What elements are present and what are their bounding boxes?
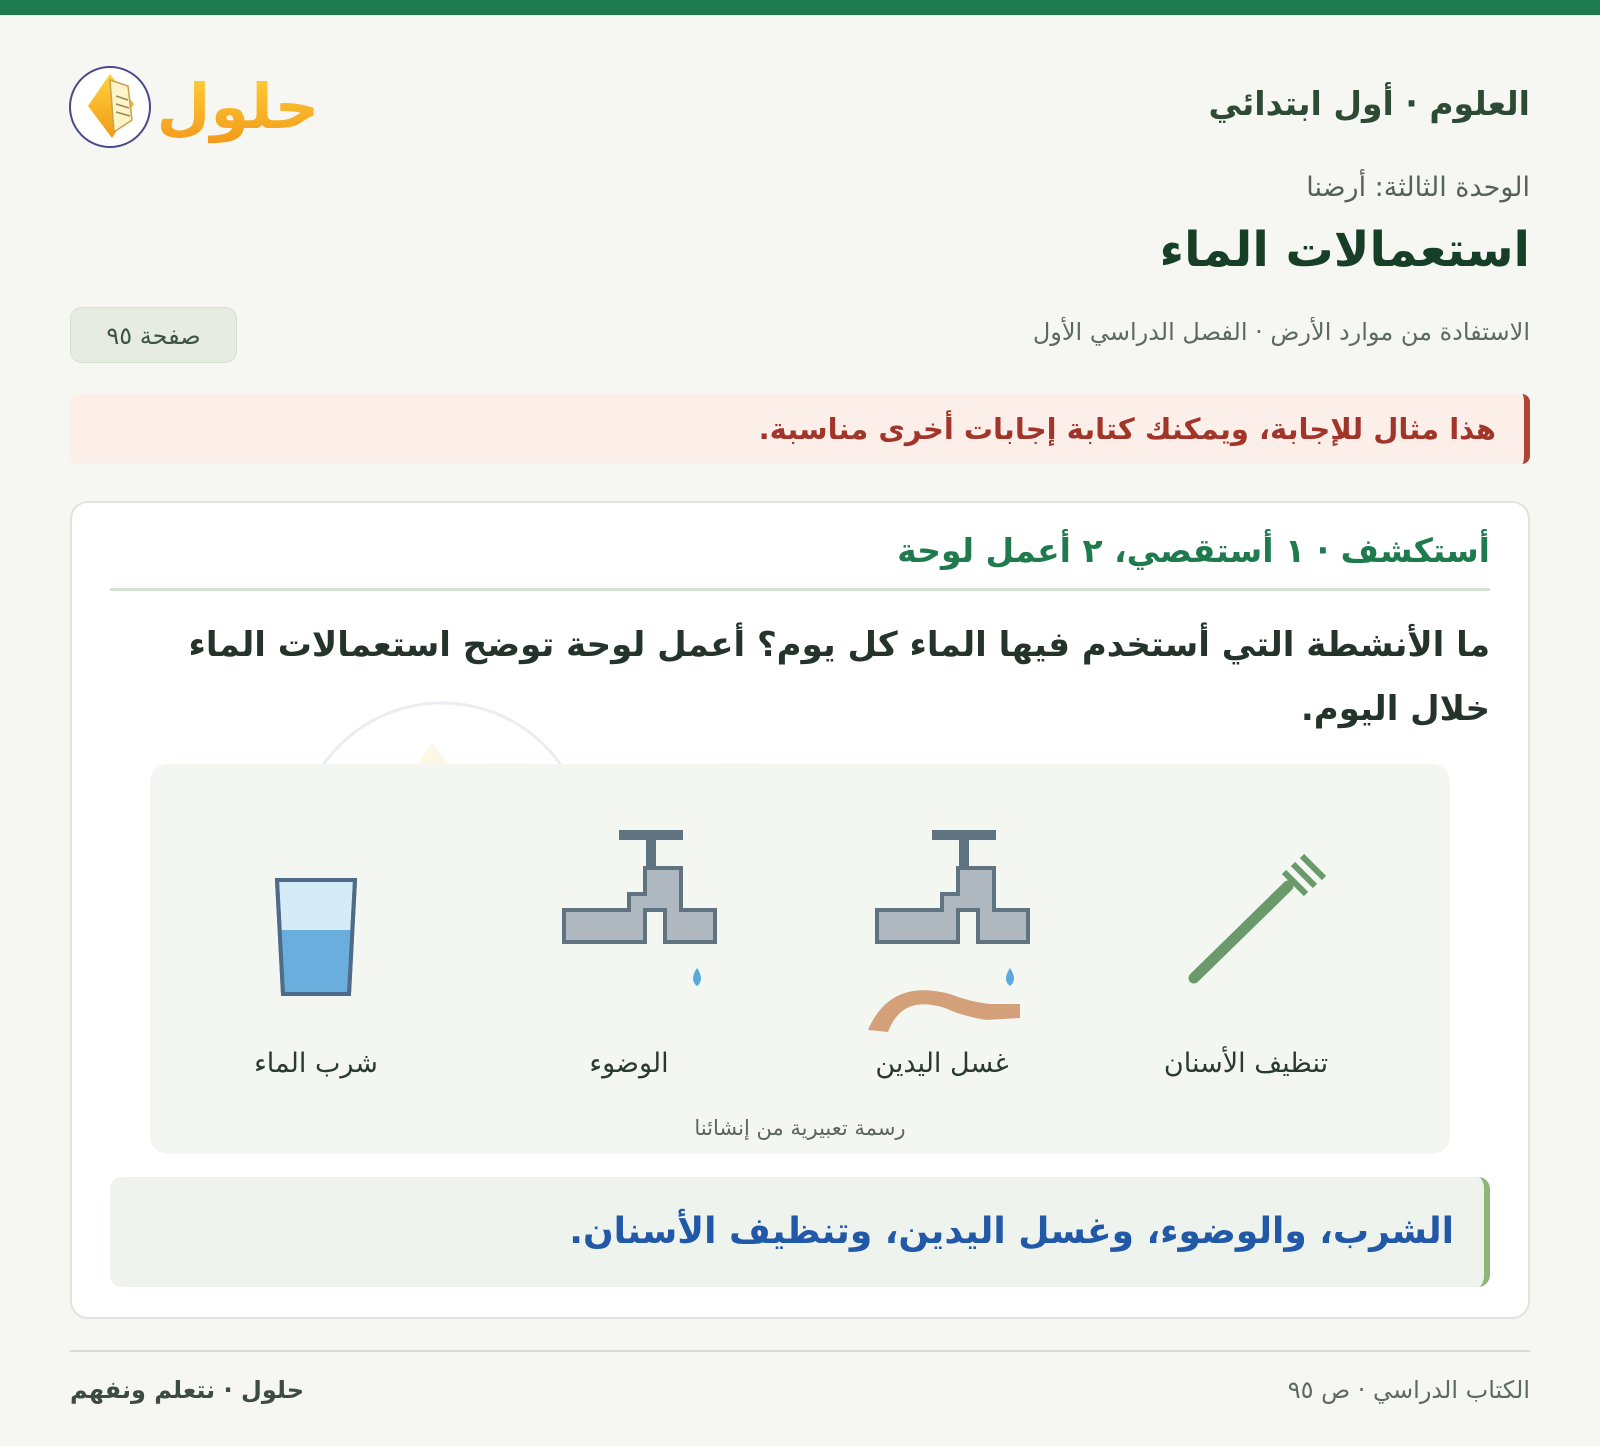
water-glass-icon bbox=[277, 880, 355, 994]
faucet-hand-icon bbox=[868, 830, 1028, 1032]
label-toothbrushing: تنظيف الأسنان bbox=[1163, 1048, 1329, 1079]
exercise-heading: أستكشف · ١ أستقصي، ٢ أعمل لوحة bbox=[110, 531, 1490, 591]
label-handwashing: غسل اليدين bbox=[875, 1048, 1009, 1079]
footer-divider bbox=[70, 1350, 1530, 1352]
example-answer-note: هذا مثال للإجابة، ويمكنك كتابة إجابات أخرى مناسبة. bbox=[70, 394, 1530, 464]
illustration-caption: رسمة تعبيرية من إنشائنا bbox=[694, 1116, 906, 1140]
faucet-icon bbox=[564, 830, 715, 986]
page-badge: صفحة ٩٥ bbox=[70, 307, 237, 363]
site-logo[interactable] bbox=[70, 46, 340, 156]
exercise-card bbox=[70, 501, 1530, 1319]
water-uses-illustration bbox=[150, 764, 1450, 1154]
unit-label: الوحدة الثالثة: أرضنا bbox=[1306, 172, 1530, 203]
label-drinking: شرب الماء bbox=[254, 1048, 378, 1079]
logo-wordmark: حلول bbox=[156, 70, 320, 143]
page-header bbox=[70, 46, 1530, 156]
subject-title: العلوم · أول ابتدائي bbox=[1208, 84, 1530, 123]
illustration-drawing bbox=[150, 764, 1422, 1154]
top-accent-bar bbox=[0, 0, 1600, 15]
lesson-meta: الاستفادة من موارد الأرض · الفصل الدراسي الأول bbox=[1032, 318, 1530, 346]
footer-source: الكتاب الدراسي · ص ٩٥ bbox=[1287, 1376, 1530, 1404]
logo-emblem-icon bbox=[70, 46, 340, 156]
label-wudu: الوضوء bbox=[589, 1048, 669, 1079]
answer-box: الشرب، والوضوء، وغسل اليدين، وتنظيف الأسنان. bbox=[110, 1177, 1490, 1287]
footer-brand[interactable]: حلول · نتعلم ونفهم bbox=[70, 1376, 304, 1404]
toothbrush-icon bbox=[1194, 856, 1324, 978]
lesson-title: استعمالات الماء bbox=[1159, 222, 1530, 278]
exercise-question: ما الأنشطة التي أستخدم فيها الماء كل يوم؟ أعمل لوحة توضح استعمالات الماء خلال اليوم. bbox=[188, 625, 1490, 729]
